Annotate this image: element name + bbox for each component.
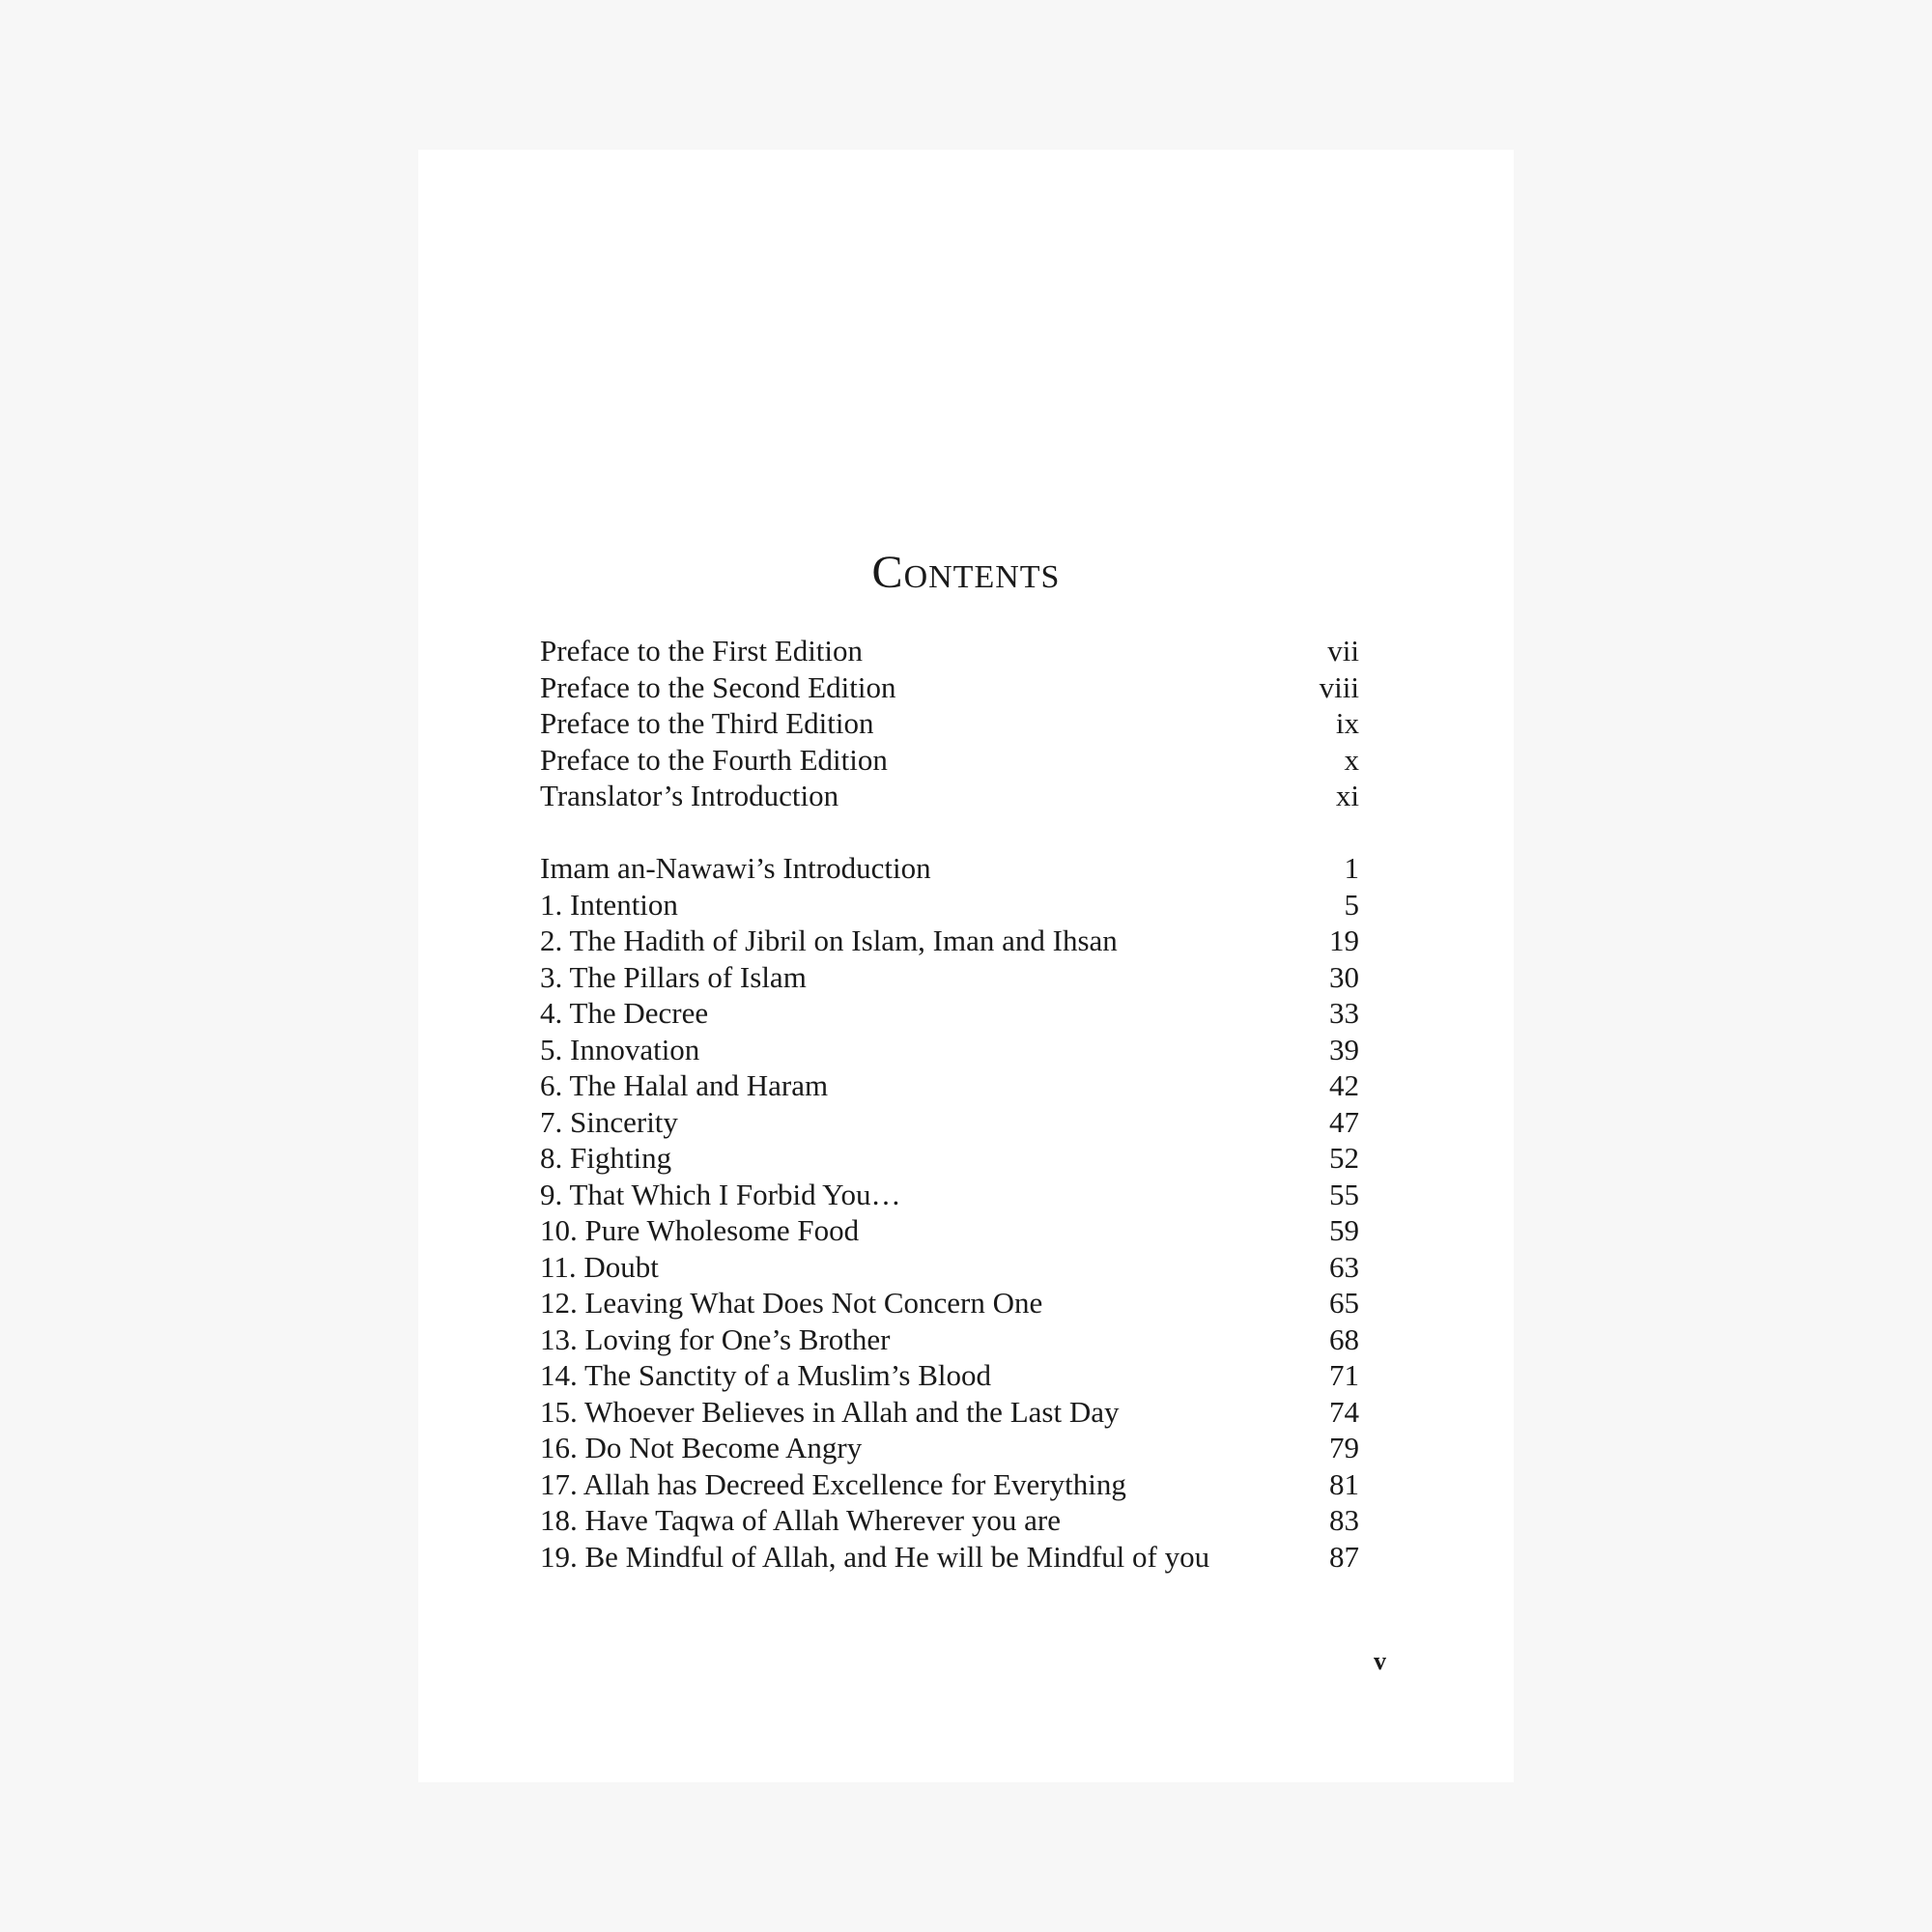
toc-entry-title: 9. That Which I Forbid You… (540, 1177, 901, 1211)
toc-entry-page: 33 (1329, 996, 1359, 1030)
toc-entry (540, 959, 1359, 996)
toc-entry-page: 19 (1329, 923, 1359, 957)
toc-entry-page: 55 (1329, 1177, 1359, 1211)
toc-entry-page: 63 (1329, 1249, 1359, 1284)
toc-entry (540, 1067, 1359, 1104)
toc-entry (540, 669, 1359, 706)
toc-entry (540, 1177, 1359, 1213)
toc-prelims-list (540, 633, 1359, 814)
toc-entry (540, 1032, 1359, 1068)
toc-entry-title: Preface to the Fourth Edition (540, 742, 888, 777)
toc-entry-title: 4. The Decree (540, 996, 709, 1030)
toc-entry-page: 52 (1329, 1141, 1359, 1175)
toc-entry-page: 79 (1329, 1431, 1359, 1464)
toc-entry-page: 87 (1329, 1539, 1359, 1574)
toc-entry-page: 74 (1329, 1394, 1359, 1429)
toc-entry (540, 1212, 1359, 1249)
toc-entry-page: vii (1327, 634, 1359, 668)
toc-entry-page: 71 (1329, 1358, 1359, 1392)
toc-entry-title: 5. Innovation (540, 1032, 700, 1066)
toc-entry-title: 2. The Hadith of Jibril on Islam, Iman and Ihsan (540, 923, 1118, 957)
toc-entry-title: 6. The Halal and Haram (540, 1068, 829, 1102)
toc-entry-title: 16. Do Not Become Angry (540, 1431, 863, 1464)
toc-entry (540, 1357, 1359, 1394)
toc-entry (540, 1394, 1359, 1431)
toc-entry-title: 12. Leaving What Does Not Concern One (540, 1286, 1043, 1320)
toc-entry (540, 1321, 1359, 1358)
toc-entry (540, 1140, 1359, 1177)
toc-entry-page: 30 (1329, 959, 1359, 994)
toc-entry (540, 1104, 1359, 1141)
toc-entry-title: 13. Loving for One’s Brother (540, 1321, 891, 1356)
toc-entry-page: 68 (1329, 1321, 1359, 1356)
toc-entry-page: x (1344, 742, 1359, 777)
toc-entry-title: 15. Whoever Believes in Allah and the Last Day (540, 1394, 1120, 1429)
toc-entry-title: 10. Pure Wholesome Food (540, 1213, 860, 1247)
toc-entry-page: 59 (1329, 1213, 1359, 1247)
toc-entry (540, 705, 1359, 742)
toc-entry-title: 1. Intention (540, 887, 678, 922)
toc-entry-title: 19. Be Mindful of Allah, and He will be Mindful of you (540, 1539, 1210, 1574)
toc-entry-title: 11. Doubt (540, 1249, 659, 1284)
toc-entry-title: 18. Have Taqwa of Allah Wherever you are (540, 1503, 1061, 1537)
toc-entry-page: 65 (1329, 1286, 1359, 1320)
book-page (418, 150, 1514, 1782)
toc-entry (540, 995, 1359, 1032)
page-title: Contents (871, 547, 1061, 598)
toc-entry-page: 42 (1329, 1068, 1359, 1102)
toc-entry (540, 742, 1359, 779)
toc-entry-title: 7. Sincerity (540, 1104, 678, 1139)
toc-entry (540, 1430, 1359, 1466)
toc-entry-page: 5 (1344, 887, 1359, 922)
toc-entry-title: 14. The Sanctity of a Muslim’s Blood (540, 1358, 991, 1392)
toc-entry (540, 850, 1359, 887)
toc-entry (540, 887, 1359, 923)
page-number: v (1374, 1647, 1386, 1675)
toc-entry (540, 1502, 1359, 1539)
toc-entry-title: Translator’s Introduction (540, 779, 839, 812)
toc-entry-page: 47 (1329, 1104, 1359, 1139)
toc-entry (540, 923, 1359, 959)
toc-entry-title: 17. Allah has Decreed Excellence for Everything (540, 1466, 1126, 1501)
toc-entry-page: viii (1319, 669, 1359, 704)
toc-entry-title: 8. Fighting (540, 1141, 672, 1175)
toc-entry (540, 633, 1359, 669)
toc-main-list (540, 850, 1359, 1575)
toc-entry-page: 39 (1329, 1032, 1359, 1066)
toc-entry-page: 83 (1329, 1503, 1359, 1537)
toc-entry (540, 1539, 1359, 1576)
toc-entry (540, 1285, 1359, 1321)
toc-entry-title: Imam an-Nawawi’s Introduction (540, 851, 931, 885)
toc-entry-title: 3. The Pillars of Islam (540, 959, 807, 994)
toc-entry-page: ix (1335, 706, 1359, 740)
toc-entry-title: Preface to the Third Edition (540, 706, 874, 740)
toc-entry-title: Preface to the First Edition (540, 634, 864, 668)
toc-entry (540, 778, 1359, 814)
toc-entry-title: Preface to the Second Edition (540, 669, 896, 704)
toc-entry-page: 81 (1329, 1466, 1359, 1501)
toc-entry-page: xi (1335, 779, 1359, 812)
toc-entry (540, 1466, 1359, 1503)
toc-entry (540, 1249, 1359, 1286)
toc-entry-page: 1 (1344, 851, 1359, 885)
